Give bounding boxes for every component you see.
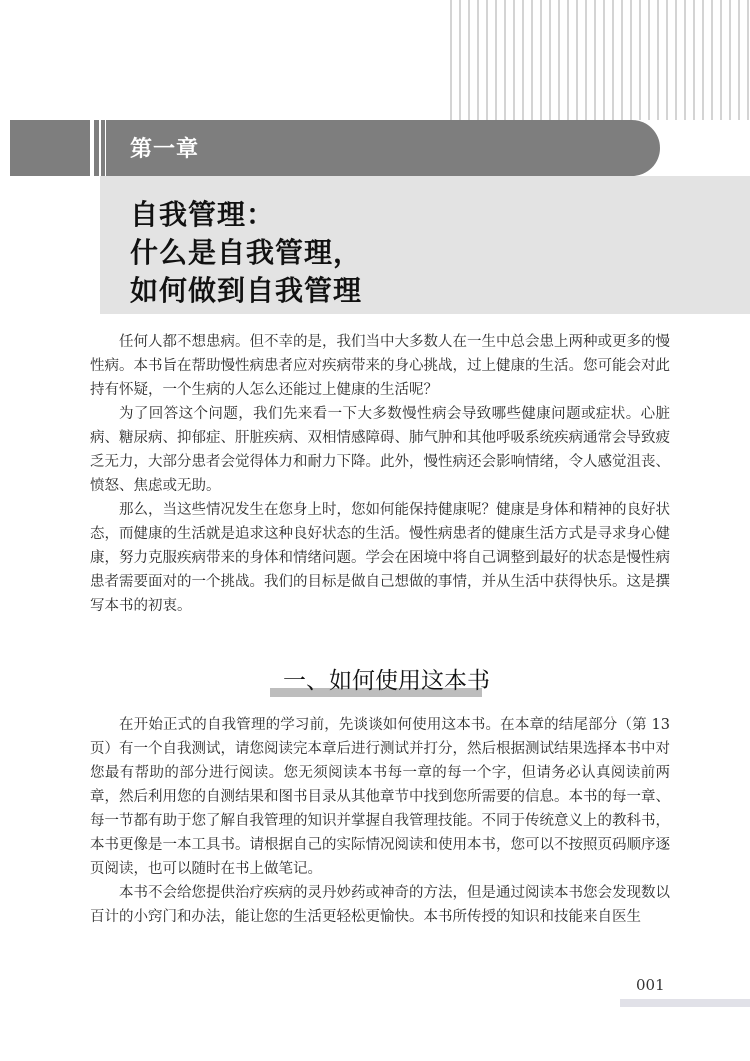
body-paragraph: 在开始正式的自我管理的学习前，先谈谈如何使用这本书。在本章的结尾部分（第 13 页）有一个自我测试，请您阅读完本章后进行测试并打分，然后根据测试结果选择本书中对您最有帮助的部分进行阅读。您无须阅读本书每一章的每一个字，但请务必认真阅读前两章，然后利用您的自测结果和图书目录从其他章节中找到您所需要的信息。本书的每一章、每一节都有助于您了解自我管理的知识并掌握自我管理技能。不同于传统意义上的教科书，本书更像是一本工具书。请根据自己的实际情况阅读和使用本书，您可以不按照页码顺序逐页阅读，也可以随时在书上做笔记。: [90, 717, 670, 877]
body-paragraph: 那么，当这些情况发生在您身上时，您如何能保持健康呢？健康是身体和精神的良好状态，而健康的生活就是追求这种良好状态的生活。慢性病患者的健康生活方式是寻求身心健康，努力克服疾病带来的身体和情绪问题。学会在困境中将自己调整到最好的状态是慢性病患者需要面对的一个挑战。我们的目标是做自己想做的事情，并从生活中获得快乐。这是撰写本书的初衷。: [90, 502, 670, 614]
body-paragraph: 本书不会给您提供治疗疾病的灵丹妙药或神奇的方法，但是通过阅读本书您会发现数以百计的小窍门和办法，能让您的生活更轻松更愉快。本书所传授的知识和技能来自医生: [90, 885, 670, 925]
chapter-banner: [10, 120, 660, 176]
body-paragraph: 任何人都不想患病。但不幸的是，我们当中大多数人在一生中总会患上两种或更多的慢性病。本书旨在帮助慢性病患者应对疾病带来的身心挑战，过上健康的生活。您可能会对此持有怀疑，一个生病的人怎么还能过上健康的生活呢？: [90, 334, 670, 398]
page-number: 001: [636, 976, 665, 994]
chapter-label: 第一章: [130, 137, 200, 162]
decorative-stripes: [450, 0, 750, 120]
chapter-title-line: 自我管理：: [130, 198, 276, 231]
chapter-title-line: 什么是自我管理，: [130, 236, 363, 269]
banner-divider: [90, 120, 94, 176]
chapter-title-line: 如何做到自我管理: [130, 274, 363, 307]
page-number-bar: [620, 999, 750, 1007]
body-paragraph: 为了回答这个问题，我们先来看一下大多数慢性病会导致哪些健康问题或症状。心脏病、糖尿病、抑郁症、肝脏疾病、双相情感障碍、肺气肿和其他呼吸系统疾病通常会导致疲乏无力，大部分患者会觉得体力和耐力下降。此外，慢性病还会影响情绪，令人感觉沮丧、愤怒、焦虑或无助。: [90, 406, 670, 494]
section-heading: 一、如何使用这本书: [283, 668, 490, 694]
banner-divider: [99, 120, 101, 176]
banner-divider: [105, 120, 106, 176]
